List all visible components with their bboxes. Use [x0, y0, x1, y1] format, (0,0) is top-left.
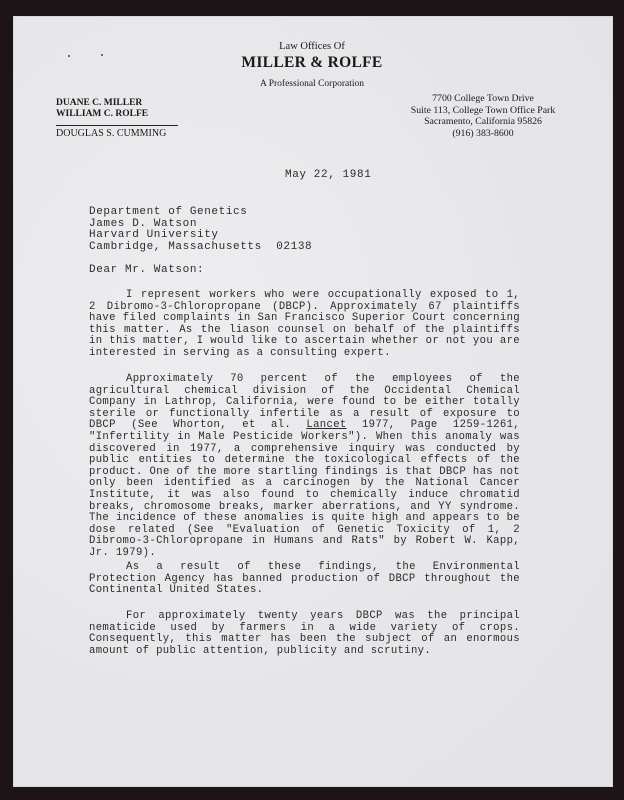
paragraph-2: [89, 374, 520, 560]
salutation: Dear Mr. Watson:: [89, 264, 205, 276]
partner-name: DUANE C. MILLER: [56, 98, 143, 108]
recipient-block: [89, 207, 312, 253]
paragraph-text: [89, 374, 520, 560]
letterhead-divider: [56, 125, 178, 126]
recipient-line: James D. Watson: [89, 217, 198, 230]
address-street: 7700 College Town Drive: [432, 93, 534, 104]
letterhead-associate: DOUGLAS S. CUMMING: [56, 128, 167, 139]
recipient-line: Cambridge, Massachusetts 02138: [89, 240, 313, 253]
letterhead-partners: [56, 98, 148, 120]
letterhead-firm-name: MILLER & ROLFE: [241, 54, 383, 71]
partner-name: WILLIAM C. ROLFE: [56, 109, 149, 119]
paragraph-text: As a result of these findings, the Environmental Protection Agency has banned production of DBCP throughout the Continental United States.: [89, 561, 520, 597]
paragraph-text: For approximately twenty years DBCP was the principal nematicide used by farmers in a wide variety of crops. Consequently, this matter has been the subject of an enormous amount of public attention, publicity and scrutiny.: [89, 610, 520, 657]
paragraph-text: I represent workers who were occupationally exposed to 1, 2 Dibromo-3-Chloropropane (DBCP). Approximately 67 plaintiffs have filed complaints in San Francisco Superior Court concerning this matter. As the liason counsel on behalf of the plaintiffs in this matter, I would like to ascertain whether or not you are interested in serving as a consulting expert.: [89, 289, 520, 359]
paragraph-text-part: Approximately 70 percent of the employees of the agricultural chemical division of the Occidental Chemical Company in Lathrop, California, were found to be either totally sterile or functionally infertile as a result of exposure to DBCP (See Whorton, et al.: [89, 373, 520, 432]
address-city: Sacramento, California 95826: [424, 116, 542, 127]
recipient-line: Harvard University: [89, 229, 219, 242]
paragraph-4: [89, 611, 520, 657]
letterhead-offices: Law Offices Of: [279, 41, 345, 52]
address-phone: (916) 383-8600: [452, 127, 514, 139]
letterhead-corporation: A Professional Corporation: [260, 79, 364, 89]
journal-title: Lancet: [306, 419, 347, 432]
letter-date: May 22, 1981: [285, 169, 372, 181]
address-suite: Suite 113, College Town Office Park: [410, 104, 556, 116]
paragraph-1: [89, 290, 520, 360]
letterhead-address: [378, 93, 588, 139]
recipient-line: Department of Genetics: [89, 206, 248, 218]
paragraph-text-part: 1977, Page 1259-1261, "Infertility in Male Pesticide Workers"). When this anomaly was discovered in 1977, a comprehensive inquiry was conducted by public entities to determine the toxicological effects of the product. One of the more startling findings is that DBCP has not only been identified as a carcinogen by the National Cancer Institute, it was also found to chemically induce chromatid breaks, chromosome breaks, marker aberrations, and YY syndrome. The incidence of these anomalies is quite high and appears to be dose related (See "Evaluation of Genetic Toxicity of 1, 2 Dibromo-3-Chloropropane in Humans and Rats" by Robert W. Kapp, Jr. 1979).: [89, 419, 520, 559]
paragraph-3: [89, 562, 520, 597]
